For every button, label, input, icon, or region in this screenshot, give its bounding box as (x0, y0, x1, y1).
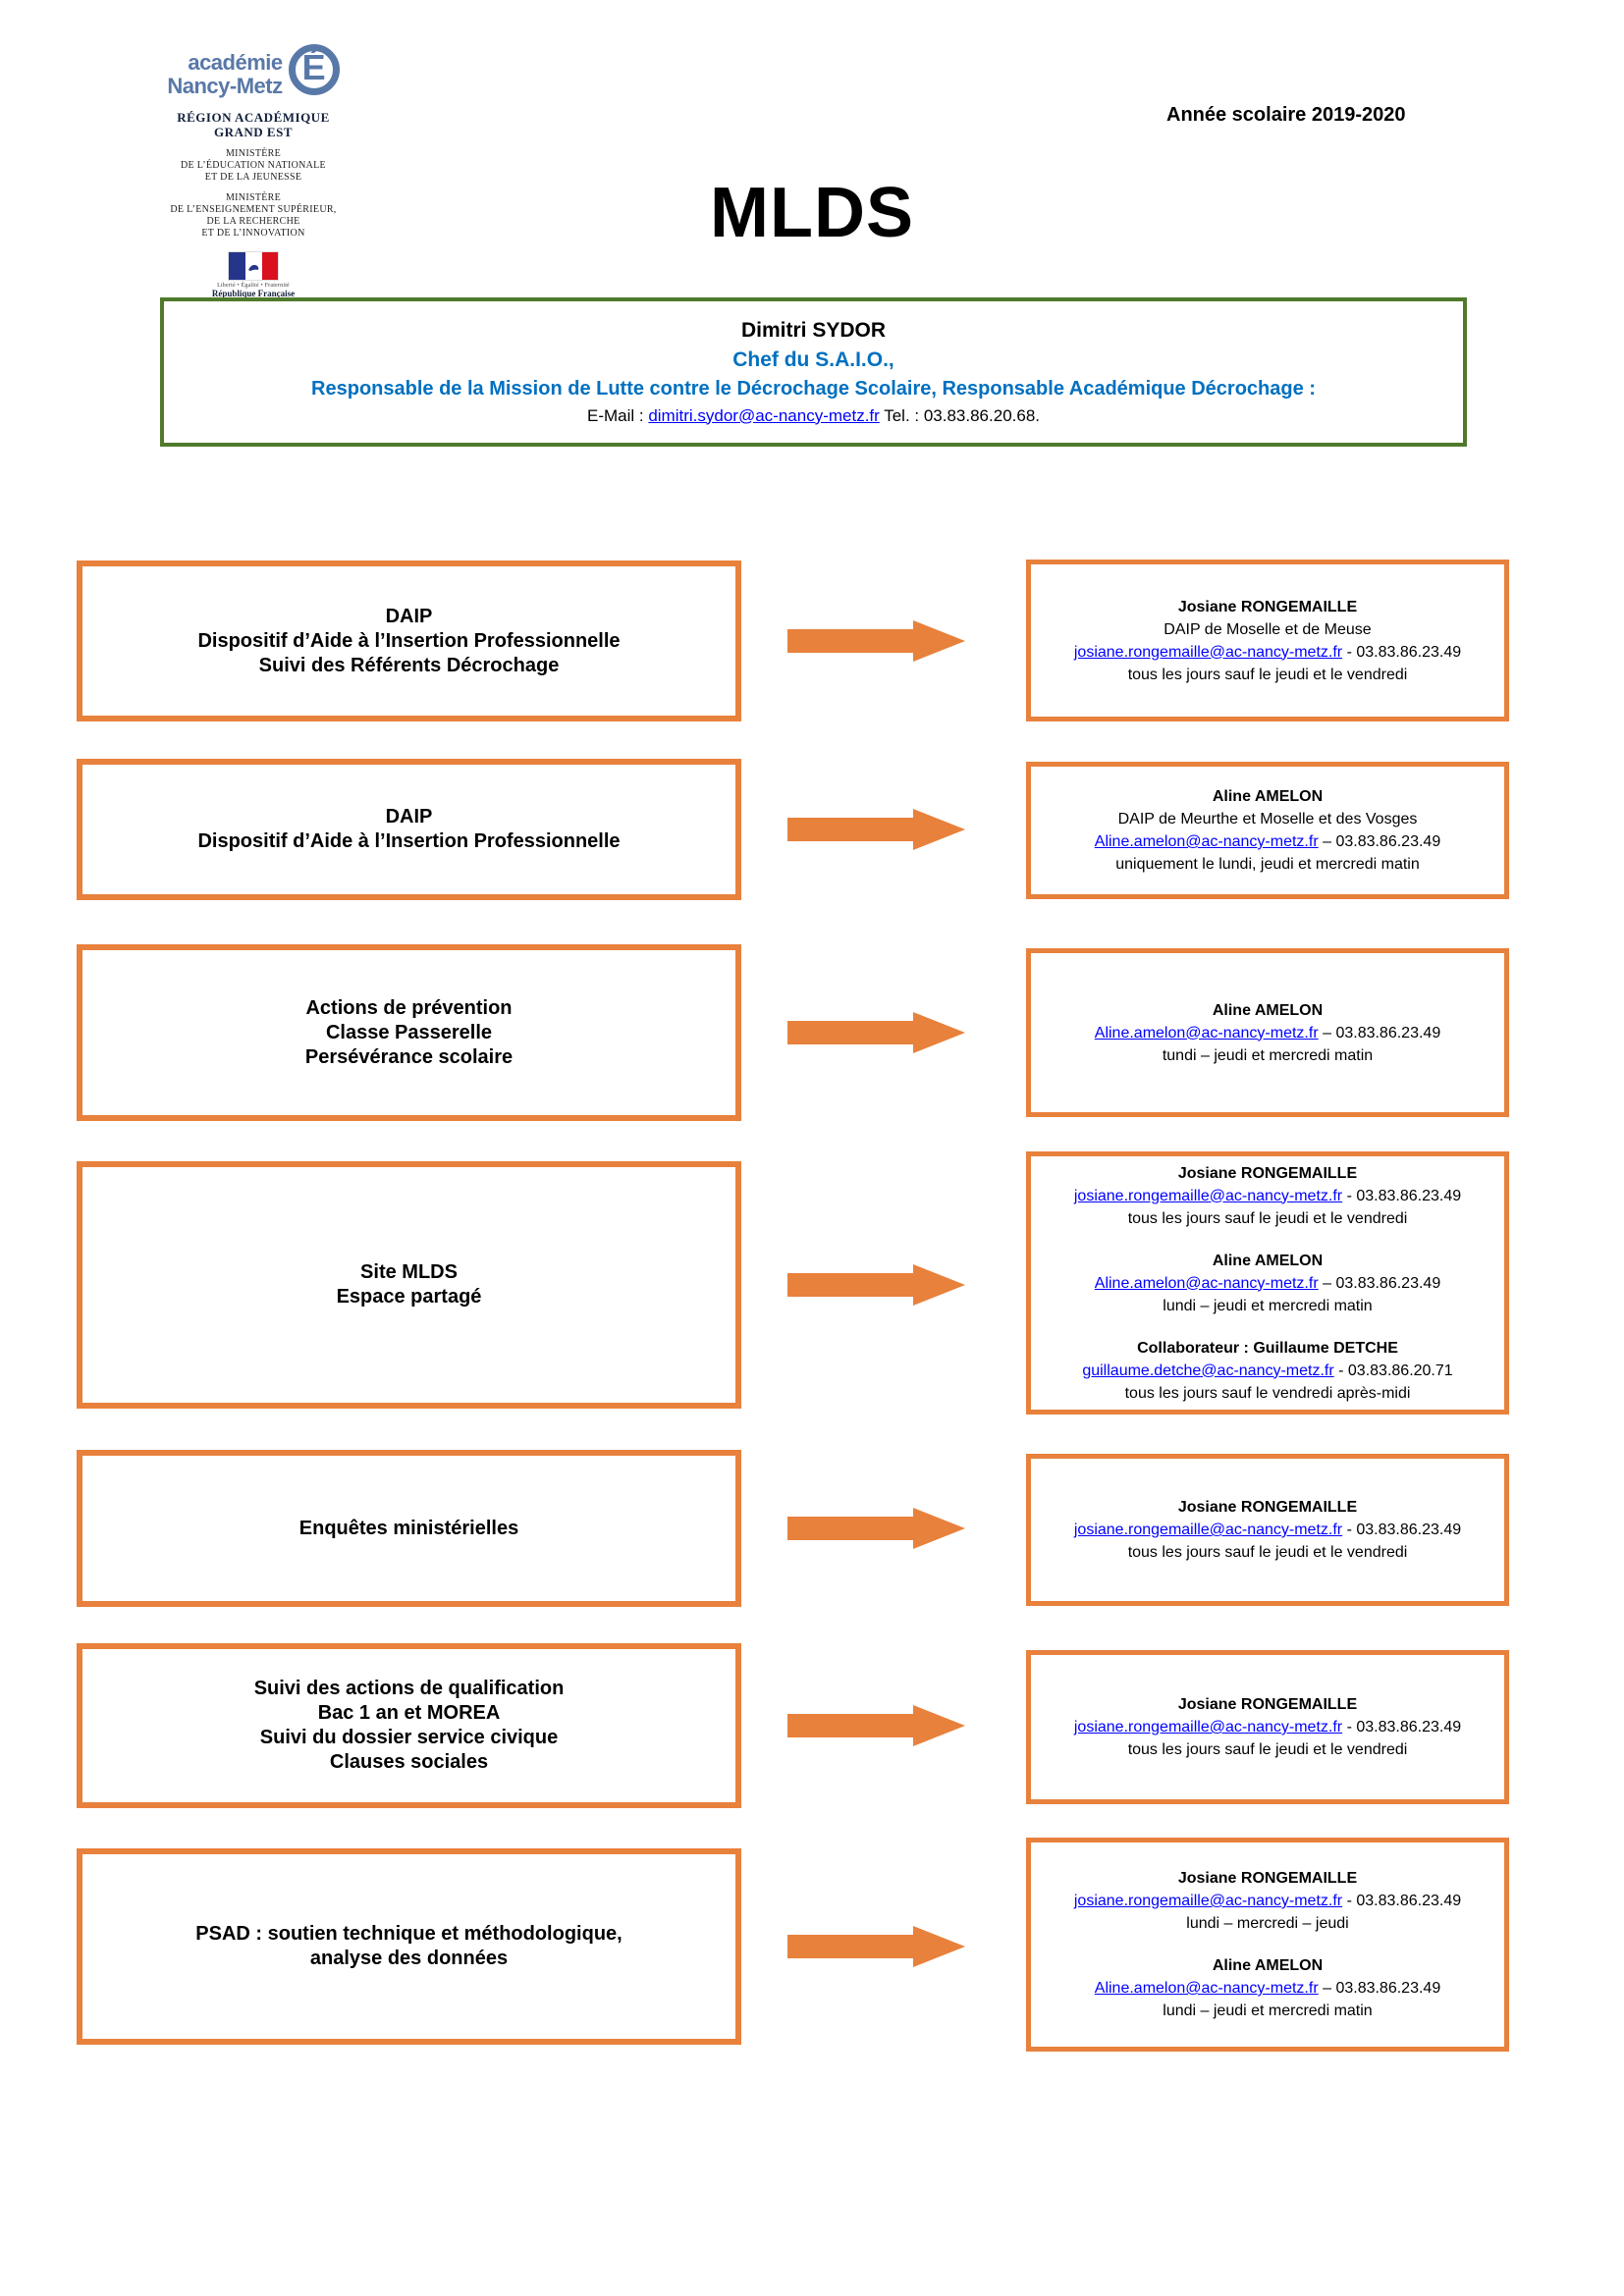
contact-detail: DAIP de Moselle et de Meuse (1164, 620, 1372, 638)
academie-e-icon (289, 44, 340, 95)
contact-name: Josiane RONGEMAILLE (1177, 598, 1358, 615)
contact-box-5 (1026, 1454, 1509, 1606)
contact-phone: – 03.83.86.23.49 (1318, 1274, 1441, 1292)
director-tel: Tel. : 03.83.86.20.68. (879, 405, 1040, 425)
french-flag-icon (228, 251, 279, 281)
republique-francaise-logo (116, 251, 391, 298)
contact-schedule: lundi – jeudi et mercredi matin (1163, 1297, 1373, 1314)
right-arrow-icon (787, 1926, 965, 1967)
contact-email-line (1074, 1519, 1461, 1541)
ministere-enseignement-line2: DE L’ENSEIGNEMENT SUPÉRIEUR, (170, 204, 337, 215)
region-academique-label (116, 110, 391, 139)
email-link[interactable]: josiane.rongemaille@ac-nancy-metz.fr (1073, 1893, 1343, 1909)
contact-schedule: tous les jours sauf le jeudi et le vendredi (1127, 1544, 1408, 1561)
director-contact-line (587, 406, 1040, 426)
academie-name-line1: académie (188, 50, 283, 75)
contact-box-1 (1026, 560, 1509, 721)
contact-entry (1095, 999, 1440, 1067)
contact-phone: - 03.83.86.23.49 (1342, 1522, 1462, 1538)
academie-logo-text (167, 51, 282, 98)
contact-phone: – 03.83.86.23.49 (1318, 1980, 1441, 1997)
email-link[interactable]: Aline.amelon@ac-nancy-metz.fr (1094, 1024, 1319, 1041)
task-label: Classe Passerelle (325, 1021, 493, 1043)
contact-name: Collaborateur : Guillaume DETCHE (1137, 1339, 1398, 1357)
contact-name: Josiane RONGEMAILLE (1177, 1499, 1358, 1516)
task-label: Suivi des actions de qualification (253, 1678, 565, 1699)
contact-name: Josiane RONGEMAILLE (1177, 1696, 1358, 1713)
contact-entry (1074, 1162, 1461, 1230)
ministere-education-line3: ET DE LA JEUNESSE (204, 172, 302, 183)
contact-email-line (1095, 1977, 1440, 2000)
contact-email-line (1095, 1022, 1440, 1044)
email-link[interactable]: guillaume.detche@ac-nancy-metz.fr (1082, 1362, 1334, 1379)
contact-phone: - 03.83.86.23.49 (1342, 1893, 1462, 1909)
task-label: Dispositif d’Aide à l’Insertion Professionnelle (197, 629, 621, 652)
contact-box-6 (1026, 1650, 1509, 1804)
director-email-label: E-Mail : (586, 405, 649, 425)
ministere-enseignement-line3: DE LA RECHERCHE (206, 216, 300, 227)
contact-email-line (1074, 1185, 1461, 1207)
contact-box-7 (1026, 1838, 1509, 2052)
contact-schedule: lundi – mercredi – jeudi (1186, 1915, 1349, 1932)
right-arrow-icon (787, 620, 965, 662)
contact-name: Josiane RONGEMAILLE (1177, 1164, 1358, 1182)
task-box-7 (77, 1848, 741, 2045)
ministere-enseignement-line4: ET DE L’INNOVATION (201, 228, 305, 239)
task-box-3 (77, 944, 741, 1121)
task-label: Suivi du dossier service civique (259, 1727, 559, 1748)
contact-entry (1074, 1867, 1461, 1935)
task-label: analyse des données (309, 1948, 509, 1969)
marianne-profile-icon (245, 252, 262, 282)
right-arrow-icon (787, 1012, 965, 1053)
contact-email-line (1074, 641, 1461, 664)
director-role-line2: Responsable de la Mission de Lutte contre le Décrochage Scolaire, Responsable Académique Décrochage : (311, 377, 1316, 400)
task-label: Actions de prévention (305, 996, 513, 1019)
contact-entry (1095, 785, 1440, 876)
school-year-label: Année scolaire 2019-2020 (1166, 104, 1406, 126)
right-arrow-icon (787, 1264, 965, 1306)
director-box (160, 297, 1467, 447)
contact-schedule: tous les jours sauf le vendredi après-midi (1124, 1384, 1411, 1402)
task-label: Espace partagé (336, 1286, 482, 1308)
region-line2: GRAND EST (214, 125, 293, 139)
right-arrow-icon (787, 809, 965, 850)
contact-phone: – 03.83.86.23.49 (1318, 1024, 1441, 1041)
task-label: Dispositif d’Aide à l’Insertion Professionnelle (197, 830, 621, 852)
task-label: Enquêtes ministérielles (298, 1517, 519, 1539)
director-name: Dimitri SYDOR (740, 318, 887, 342)
task-label: Site MLDS (360, 1261, 458, 1283)
task-label: Clauses sociales (329, 1751, 489, 1773)
marianne-caption-republique: République Française (211, 289, 296, 298)
contact-entry (1082, 1337, 1452, 1405)
contact-phone: - 03.83.86.23.49 (1342, 643, 1462, 661)
contact-name: Aline AMELON (1212, 1957, 1324, 1974)
contact-name: Aline AMELON (1212, 1001, 1324, 1019)
page-title: MLDS (710, 174, 914, 252)
email-link[interactable]: josiane.rongemaille@ac-nancy-metz.fr (1073, 1719, 1343, 1735)
contact-phone: - 03.83.86.23.49 (1342, 1719, 1462, 1735)
task-label: DAIP (385, 605, 433, 627)
contact-schedule: lundi – jeudi et mercredi matin (1163, 2002, 1373, 2019)
right-arrow-icon (787, 1705, 965, 1746)
academie-name-line2: Nancy-Metz (167, 74, 283, 98)
contact-email-line (1095, 830, 1440, 853)
email-link[interactable]: Aline.amelon@ac-nancy-metz.fr (1094, 1274, 1319, 1292)
email-link[interactable]: josiane.rongemaille@ac-nancy-metz.fr (1073, 1522, 1343, 1538)
contact-entry (1095, 1250, 1440, 1317)
right-arrow-icon (787, 1508, 965, 1549)
ministere-education-line1: MINISTÈRE (225, 148, 282, 159)
contact-schedule: tous les jours sauf le jeudi et le vendredi (1127, 1741, 1408, 1758)
contact-phone: - 03.83.86.20.71 (1333, 1362, 1453, 1379)
task-box-6 (77, 1643, 741, 1808)
ministere-enseignement-line1: MINISTÈRE (225, 192, 282, 203)
contact-phone: - 03.83.86.23.49 (1342, 1187, 1462, 1204)
contact-name: Aline AMELON (1212, 1252, 1324, 1269)
contact-entry (1074, 1496, 1461, 1564)
ministere-education-line2: DE L’ÉDUCATION NATIONALE (181, 160, 326, 171)
region-line1: RÉGION ACADÉMIQUE (177, 110, 330, 125)
contact-box-4 (1026, 1151, 1509, 1415)
director-email-link[interactable]: dimitri.sydor@ac-nancy-metz.fr (648, 405, 880, 425)
director-role-line1: Chef du S.A.I.O., (732, 347, 894, 371)
task-label: DAIP (385, 806, 433, 828)
contact-detail: DAIP de Meurthe et Moselle et des Vosges (1117, 811, 1418, 828)
contact-entry (1074, 1693, 1461, 1761)
contact-schedule: uniquement le lundi, jeudi et mercredi matin (1115, 856, 1420, 873)
email-link[interactable]: josiane.rongemaille@ac-nancy-metz.fr (1073, 643, 1343, 661)
task-box-2 (77, 759, 741, 900)
email-link[interactable]: Aline.amelon@ac-nancy-metz.fr (1094, 1980, 1319, 1997)
contact-entry (1074, 596, 1461, 686)
contact-box-2 (1026, 762, 1509, 899)
contact-schedule: tous les jours sauf le jeudi et le vendredi (1127, 666, 1408, 683)
contact-email-line (1095, 1272, 1440, 1295)
task-label: Suivi des Référents Décrochage (258, 654, 560, 676)
contact-phone: – 03.83.86.23.49 (1318, 833, 1441, 850)
contact-entry (1095, 1954, 1440, 2022)
contact-name: Josiane RONGEMAILLE (1177, 1870, 1358, 1887)
task-label: PSAD : soutien technique et méthodologique, (195, 1923, 623, 1945)
task-label: Persévérance scolaire (304, 1045, 514, 1068)
email-link[interactable]: Aline.amelon@ac-nancy-metz.fr (1094, 833, 1319, 850)
contact-schedule: tundi – jeudi et mercredi matin (1162, 1046, 1374, 1064)
contact-email-line (1082, 1360, 1452, 1382)
email-link[interactable]: josiane.rongemaille@ac-nancy-metz.fr (1073, 1187, 1343, 1204)
contact-schedule: tous les jours sauf le jeudi et le vendredi (1127, 1209, 1408, 1227)
task-box-1 (77, 561, 741, 721)
marianne-caption-devise: Liberté • Égalité • Fraternité (217, 283, 290, 289)
contact-box-3 (1026, 948, 1509, 1117)
task-label: Bac 1 an et MOREA (317, 1702, 501, 1724)
contact-email-line (1074, 1890, 1461, 1912)
task-box-5 (77, 1450, 741, 1607)
academie-e-letter: É (301, 47, 326, 87)
task-box-4 (77, 1161, 741, 1409)
contact-email-line (1074, 1716, 1461, 1738)
academie-logo (116, 47, 391, 98)
contact-name: Aline AMELON (1212, 788, 1324, 805)
